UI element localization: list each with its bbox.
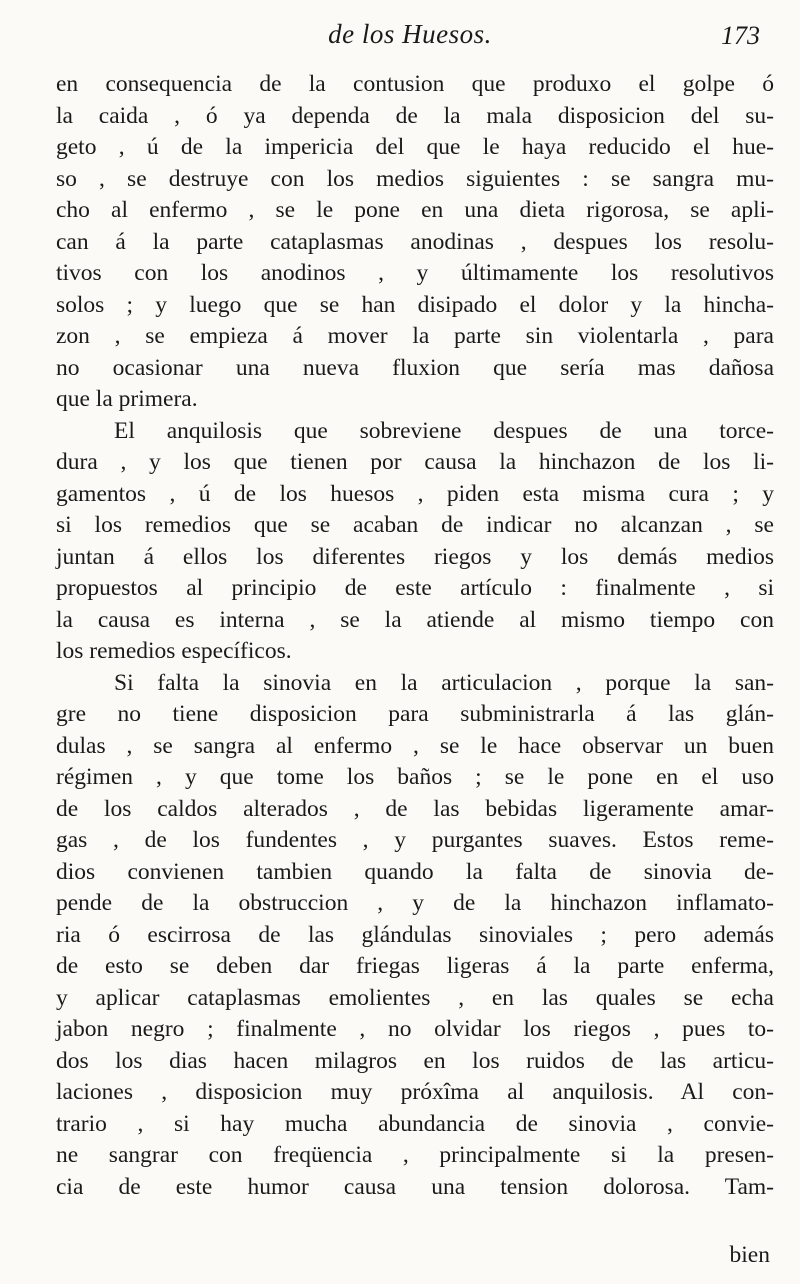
text-line: gamentos , ú de los huesos , piden esta misma cura ; y bbox=[56, 480, 774, 507]
text-line: tivos con los anodinos , y últimamente los resolutivos bbox=[56, 260, 774, 286]
text-line: jabon negro ; finalmente , no olvidar los riegos , pues to- bbox=[56, 1016, 774, 1042]
text-line: dios convienen tambien quando la falta de sinovia de- bbox=[56, 858, 774, 885]
text-line: cia de este humor causa una tension dolorosa. Tam- bbox=[56, 1173, 774, 1200]
text-line: la caida , ó ya dependa de la mala disposicion del su- bbox=[56, 102, 774, 129]
paragraph-start-line: El anquilosis que sobreviene despues de una torce- bbox=[114, 417, 774, 444]
text-line: solos ; y luego que se han disipado el dolor y la hincha- bbox=[56, 291, 774, 318]
text-line: cho al enfermo , se le pone en una dieta rigorosa, se apli- bbox=[56, 197, 774, 223]
text-line: la causa es interna , se la atiende al mismo tiempo con bbox=[56, 606, 774, 633]
text-line: geto , ú de la impericia del que le haya reducido el hue- bbox=[56, 134, 774, 160]
running-title: de los Huesos. bbox=[328, 19, 492, 49]
text-line: y aplicar cataplasmas emolientes , en las quales se echa bbox=[56, 984, 774, 1011]
text-line: trario , si hay mucha abundancia de sinovia , convie- bbox=[56, 1110, 774, 1137]
text-line: dura , y los que tienen por causa la hinchazon de los li- bbox=[56, 449, 774, 475]
paragraph-start-line: Si falta la sinovia en la articulacion , porque la san- bbox=[114, 669, 774, 696]
text-line: juntan á ellos los diferentes riegos y los demás medios bbox=[56, 543, 774, 570]
text-line: no ocasionar una nueva fluxion que sería mas dañosa bbox=[56, 354, 774, 381]
text-line: gre no tiene disposicion para subministrarla á las glán- bbox=[56, 701, 774, 727]
text-line: zon , se empieza á mover la parte sin violentarla , para bbox=[56, 323, 774, 349]
page-number: 173 bbox=[721, 21, 760, 50]
text-line: régimen , y que tome los baños ; se le pone en el uso bbox=[56, 764, 774, 790]
text-line: ne sangrar con freqüencia , principalmente si la presen- bbox=[56, 1142, 774, 1168]
text-line: so , se destruye con los medios siguientes : se sangra mu- bbox=[56, 165, 774, 192]
text-line: de esto se deben dar friegas ligeras á la parte enferma, bbox=[56, 953, 774, 979]
paragraph-end-line: los remedios específicos. bbox=[56, 638, 292, 664]
text-line: can á la parte cataplasmas anodinas , despues los resolu- bbox=[56, 228, 774, 255]
text-line: ria ó escirrosa de las glándulas sinoviales ; pero además bbox=[56, 921, 774, 948]
text-line: si los remedios que se acaban de indicar no alcanzan , se bbox=[56, 512, 774, 538]
text-line: laciones , disposicion muy próxîma al anquilosis. Al con- bbox=[56, 1079, 774, 1105]
text-line: dos los dias hacen milagros en los ruidos de las articu- bbox=[56, 1047, 774, 1074]
text-line: dulas , se sangra al enfermo , se le hace observar un buen bbox=[56, 732, 774, 759]
text-line: gas , de los fundentes , y purgantes suaves. Estos reme- bbox=[56, 827, 774, 853]
text-line: pende de la obstruccion , y de la hinchazon inflamato- bbox=[56, 890, 774, 916]
running-head bbox=[60, 14, 760, 54]
body-text bbox=[56, 69, 774, 1203]
text-line: en consequencia de la contusion que produxo el golpe ó bbox=[56, 71, 774, 97]
catchword: bien bbox=[729, 1242, 770, 1268]
text-line: de los caldos alterados , de las bebidas ligeramente amar- bbox=[56, 795, 774, 822]
paragraph-end-line: que la primera. bbox=[56, 386, 198, 412]
text-line: propuestos al principio de este artículo : finalmente , si bbox=[56, 575, 774, 601]
